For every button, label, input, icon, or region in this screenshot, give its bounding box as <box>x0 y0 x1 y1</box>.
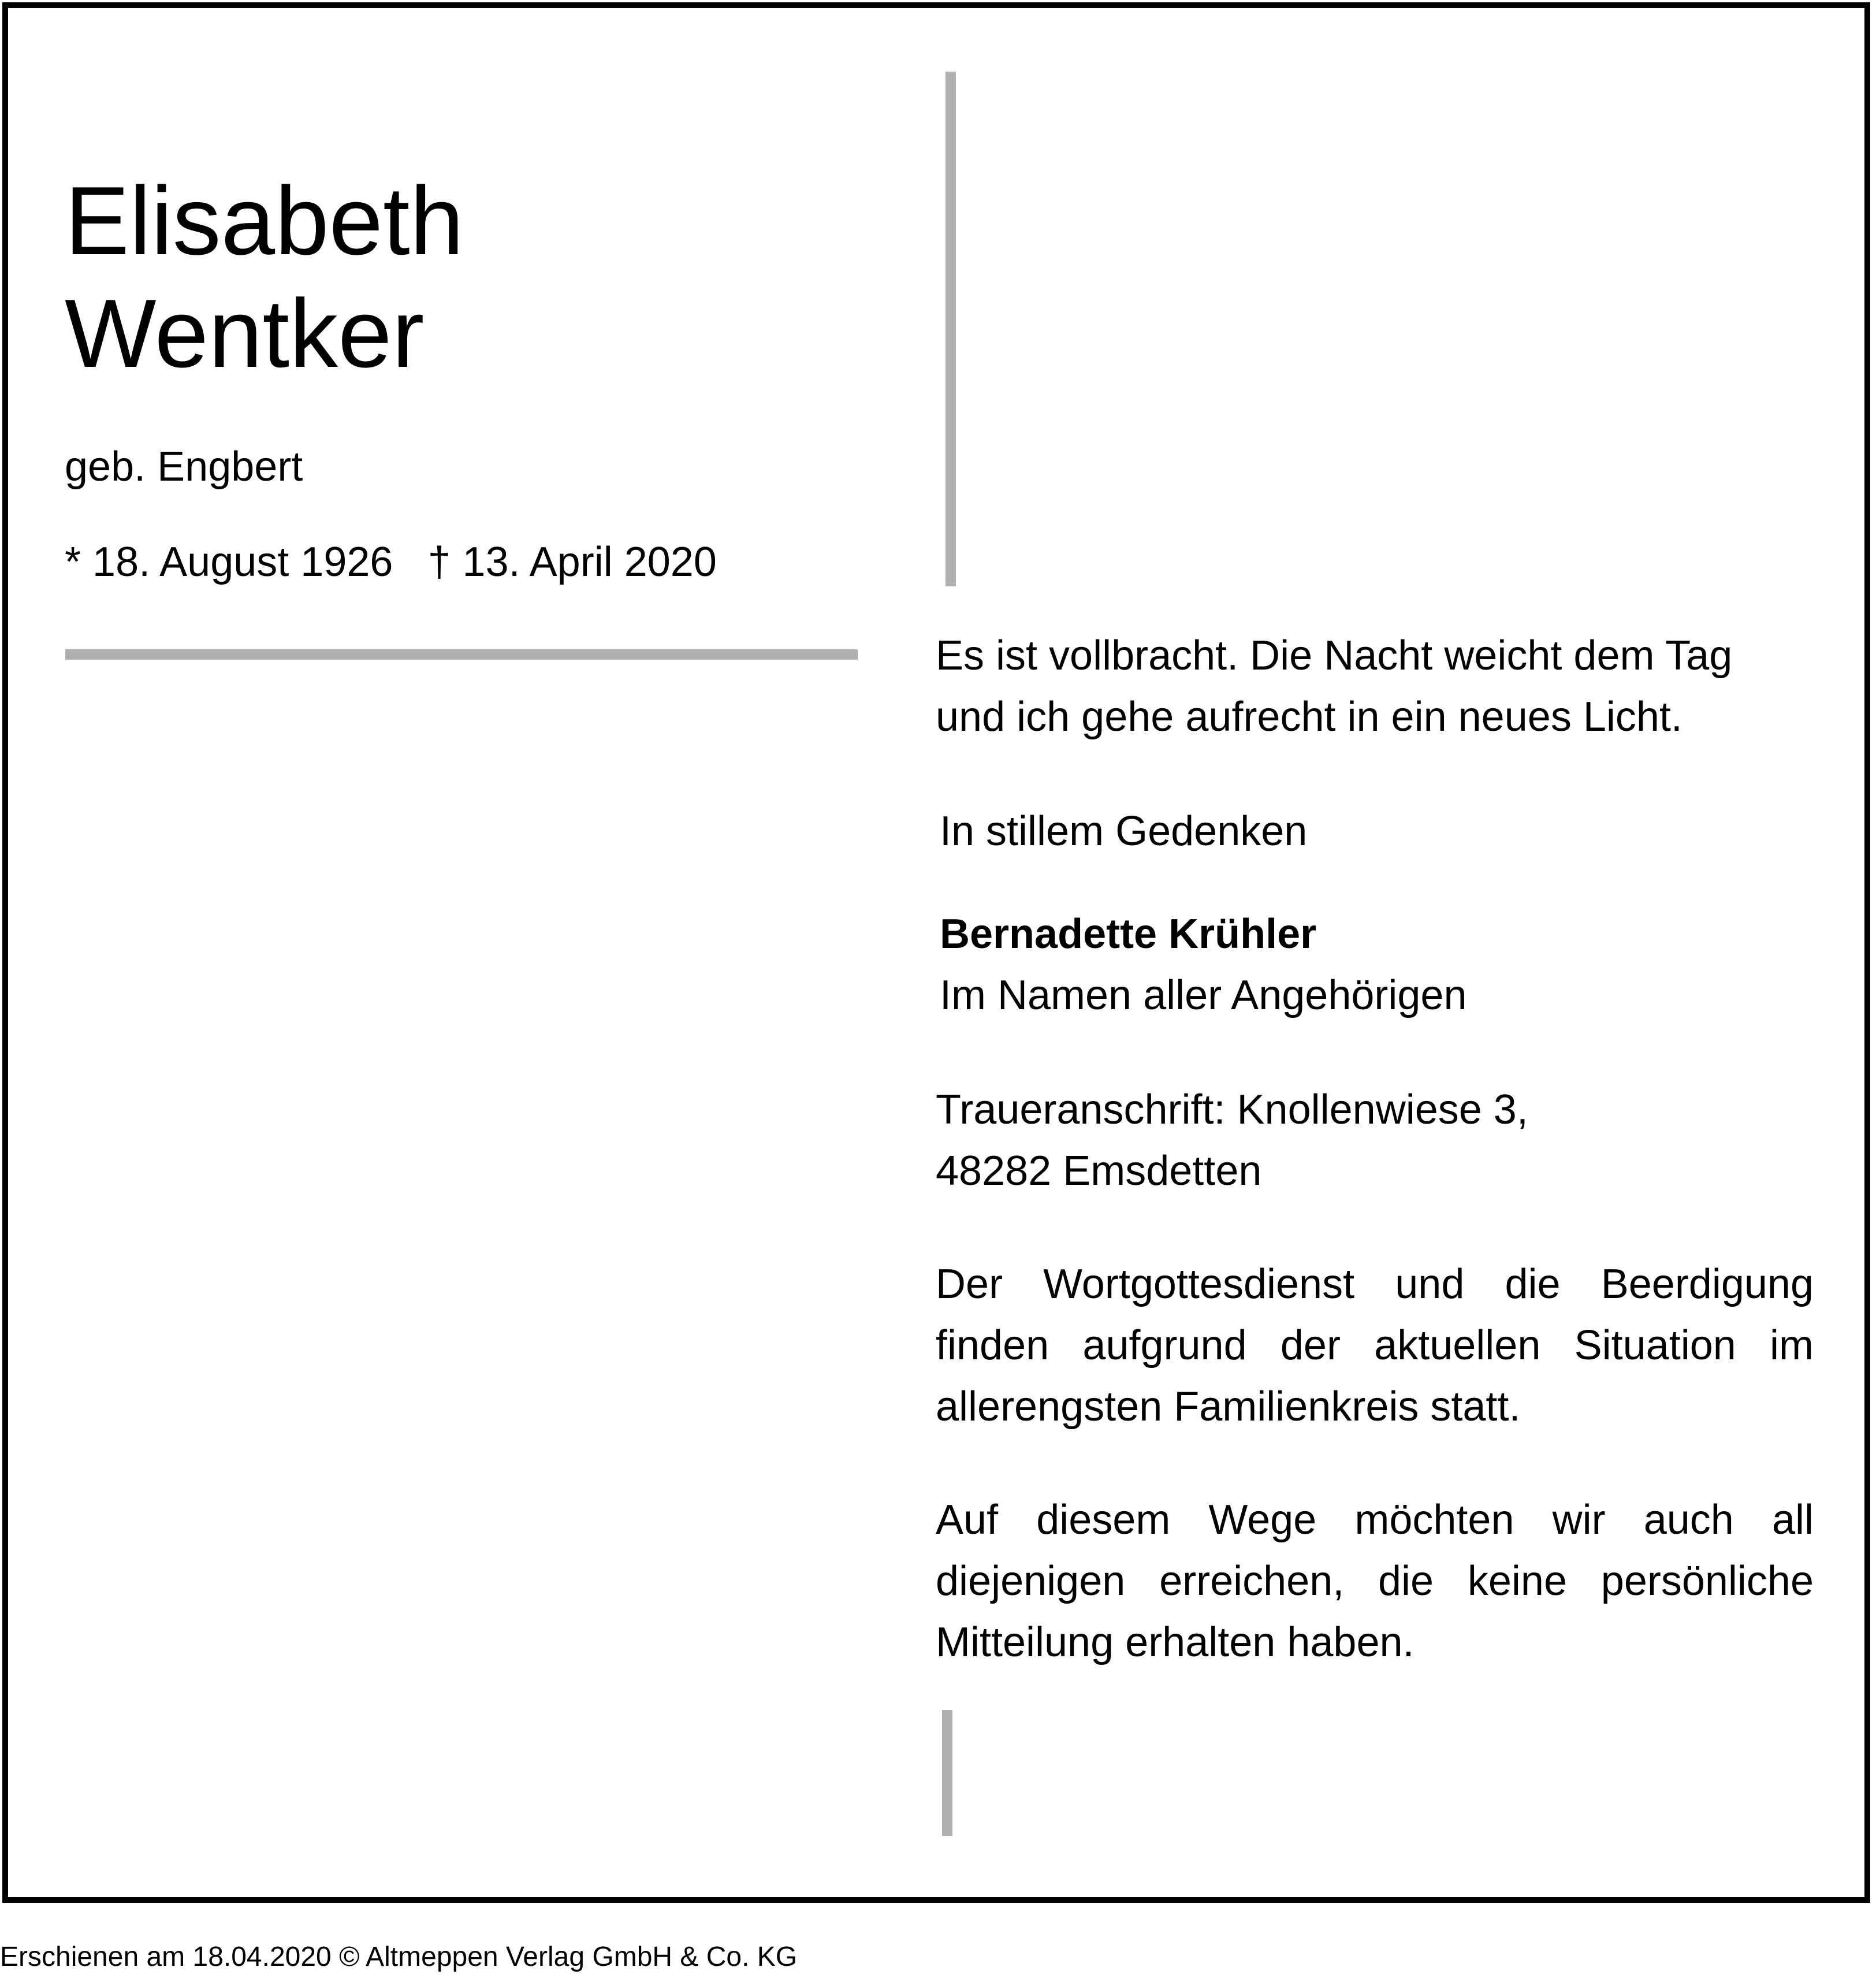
birth-name: geb. Engbert <box>65 444 303 490</box>
memorial-phrase: In stillem Gedenken <box>940 808 1308 854</box>
signer-role: Im Namen aller Angehörigen <box>940 972 1467 1018</box>
signer-name: Bernadette Krühler <box>940 911 1317 957</box>
horizontal-divider <box>65 649 858 660</box>
vertical-divider-bottom <box>942 1710 952 1836</box>
address-line-1: Traueranschrift: Knollenwiese 3, <box>936 1087 1528 1133</box>
life-dates: * 18. August 1926 † 13. April 2020 <box>65 539 717 585</box>
publication-footer: Erschienen am 18.04.2020 © Altmeppen Verlag GmbH & Co. KG <box>0 1942 798 1972</box>
reach-notice: Auf diesem Wege möchten wir auch all diejenigen erreichen, die keine persönliche Mitteilung erhalten haben. <box>936 1497 1814 1665</box>
quote-line-1: Es ist vollbracht. Die Nacht weicht dem Tag <box>936 633 1733 679</box>
deceased-name <box>65 165 464 390</box>
last-name: Wentker <box>65 279 425 388</box>
first-name: Elisabeth <box>65 166 464 275</box>
service-notice: Der Wortgottesdienst und die Beerdigung finden aufgrund der aktuellen Situation im allerengsten Familienkreis statt. <box>936 1261 1814 1430</box>
vertical-divider-top <box>946 72 956 586</box>
quote <box>936 625 1814 748</box>
quote-line-2: und ich gehe aufrecht in ein neues Licht. <box>936 694 1683 740</box>
address-line-2: 48282 Emsdetten <box>936 1148 1262 1194</box>
